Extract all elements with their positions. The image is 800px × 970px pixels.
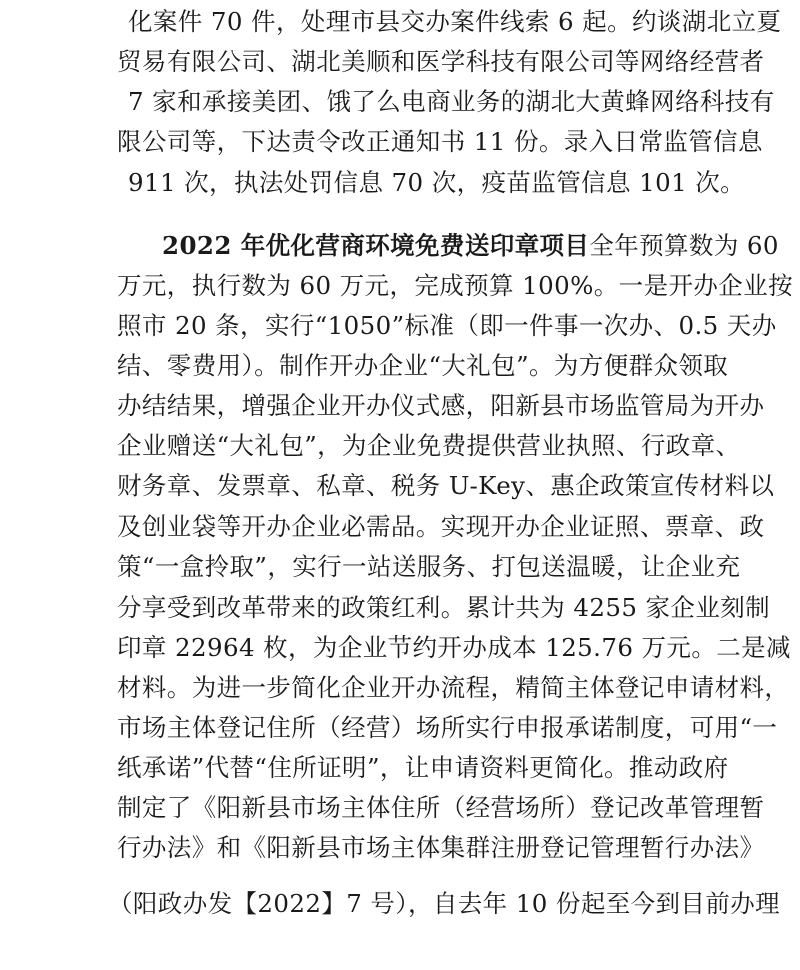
text-line: 材料。为进一步简化企业开办流程，精简主体登记申请材料，	[117, 673, 790, 702]
text-line: 贸易有限公司、湖北美顺和医学科技有限公司等网络经营者	[117, 47, 765, 76]
text-line: 企业赠送“大礼包”，为企业免费提供营业执照、行政章、	[117, 431, 741, 460]
text-line: 分享受到改革带来的政策红利。累计共为 4255 家企业刻制	[117, 593, 771, 622]
text-line: 办结结果，增强企业开办仪式感，阳新县市场监管局为开办	[117, 391, 765, 420]
text-line: 结、零费用）。制作开办企业“大礼包”。为方便群众领取	[117, 351, 729, 380]
text-line: 万元，执行数为 60 万元，完成预算 100%。一是开办企业按	[117, 271, 793, 300]
text-line: 制定了《阳新县市场主体住所（经营场所）登记改革管理暂	[117, 793, 765, 822]
text-span: 全年预算数为 60	[589, 231, 779, 260]
text-line: 照市 20 条，实行“1050”标准（即一件事一次办、0.5 天办	[117, 311, 777, 340]
text-line: 策“一盒拎取”，实行一站送服务、打包送温暖，让企业充	[117, 552, 741, 581]
text-line: 化案件 70 件，处理市县交办案件线索 6 起。约谈湖北立夏	[128, 7, 782, 36]
text-line: 7 家和承接美团、饿了么电商业务的湖北大黄蜂网络科技有	[128, 87, 775, 116]
paragraph-first-line	[162, 226, 779, 266]
text-line: 财务章、发票章、私章、税务 U-Key、惠企政策宣传材料以	[117, 471, 775, 500]
text-line: 纸承诺”代替“住所证明”，让申请资料更简化。推动政府	[117, 753, 729, 782]
project-title: 2022 年优化营商环境免费送印章项目	[162, 231, 590, 260]
text-line: 印章 22964 枚，为企业节约开办成本 125.76 万元。二是减	[117, 633, 791, 662]
text-line: 市场主体登记住所（经营）场所实行申报承诺制度，可用“一	[117, 713, 778, 742]
text-line: （阳政办发【2022】7 号），自去年 10 份起至今到目前办理	[108, 889, 781, 918]
text-line: 及创业袋等开办企业必需品。实现开办企业证照、票章、政	[117, 512, 765, 541]
text-line: 限公司等，下达责令改正通知书 11 份。录入日常监管信息	[117, 127, 763, 156]
text-line: 行办法》和《阳新县市场主体集群注册登记管理暂行办法》	[117, 833, 765, 862]
text-line: 911 次，执法处罚信息 70 次，疫苗监管信息 101 次。	[128, 168, 746, 197]
